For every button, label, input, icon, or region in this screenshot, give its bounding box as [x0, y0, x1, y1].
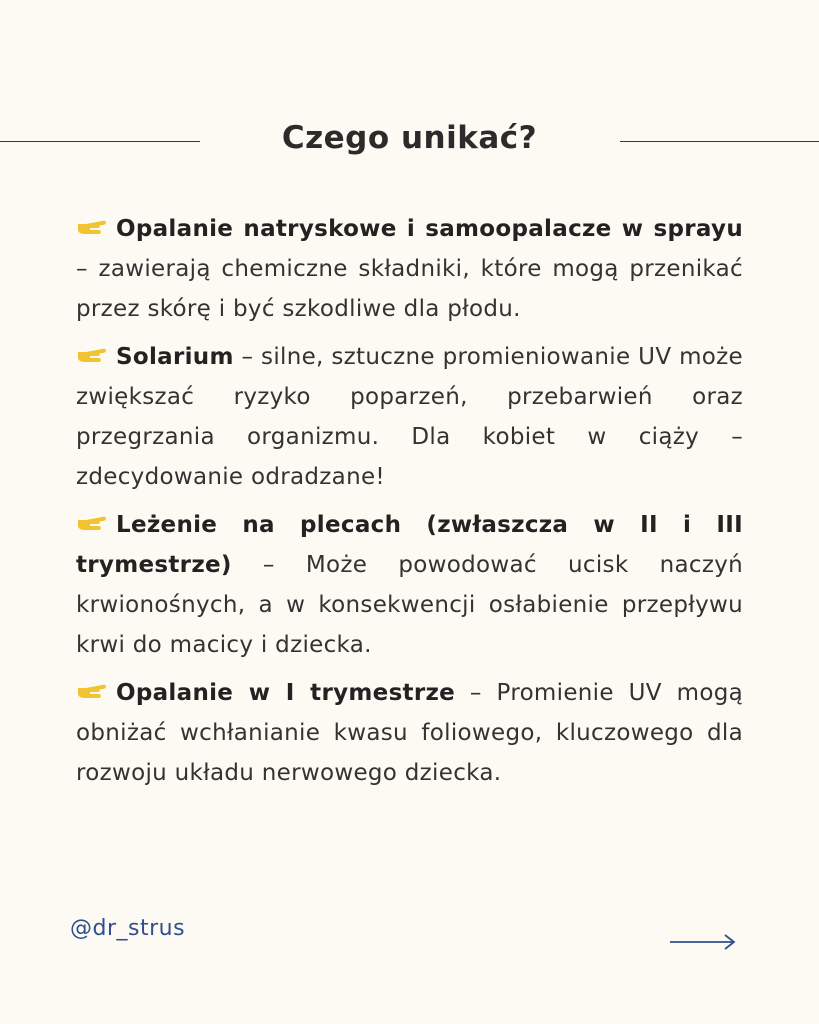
tip-item-4 [76, 673, 743, 793]
tip-item-2 [76, 337, 743, 497]
tip-title: Opalanie natryskowe i samoopalacze w sprayu [116, 216, 743, 242]
tip-title: Opalanie w I trymestrze [116, 680, 456, 706]
tip-item-1 [76, 209, 743, 329]
tip-text: – zawierają chemiczne składniki, które mogą przenikać przez skórę i być szkodliwe dla płodu. [76, 256, 743, 322]
arrow-right-icon[interactable] [668, 930, 738, 954]
pointing-hand-icon [76, 680, 110, 702]
page-title: Czego unikać? [281, 120, 538, 156]
tips-list [76, 209, 743, 801]
pointing-hand-icon [76, 344, 110, 366]
tip-text: – Promienie UV mogą obniżać wchłanianie kwasu foliowego, kluczowego dla rozwoju układu nerwowego dziecka. [76, 680, 743, 786]
tip-text: – silne, sztuczne promieniowanie UV może zwiększać ryzyko poparzeń, przebarwień oraz przegrzania organizmu. Dla kobiet w ciąży – zdecydowanie odradzane! [76, 344, 743, 490]
tip-title: Leżenie na plecach (zwłaszcza w II i III trymestrze) [76, 512, 743, 578]
author-handle: @dr_strus [70, 916, 186, 941]
tip-title: Solarium [116, 344, 234, 370]
tip-text: – Może powodować ucisk naczyń krwionośnych, a w konsekwencji osłabienie przepływu krwi do macicy i dziecka. [76, 552, 743, 658]
pointing-hand-icon [76, 216, 110, 238]
tip-item-3 [76, 505, 743, 665]
pointing-hand-icon [76, 512, 110, 534]
